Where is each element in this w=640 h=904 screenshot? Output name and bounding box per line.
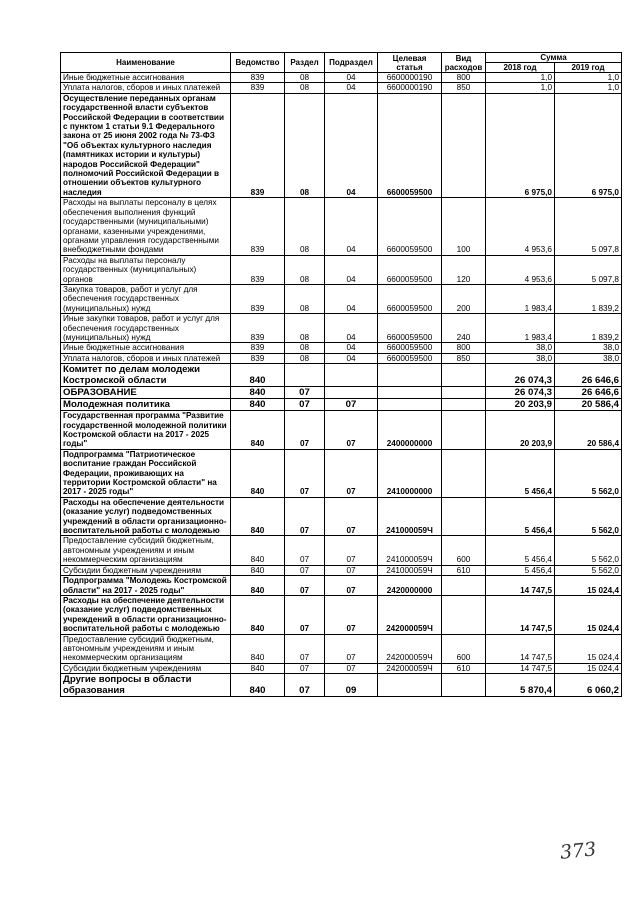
- row-vedomstvo: 839: [231, 93, 285, 197]
- row-sum-2018: 5 456,4: [486, 449, 555, 497]
- row-name: Иные бюджетные ассигнования: [61, 343, 231, 353]
- row-vedomstvo: 839: [231, 255, 285, 284]
- row-name: Подпрограмма "Молодежь Костромской области" на 2017 - 2025 годы": [61, 576, 231, 596]
- row-razdel: 08: [285, 353, 325, 363]
- table-row: [61, 83, 622, 93]
- row-target-article: 242000059Ч: [378, 634, 442, 663]
- row-podrazdel: 09: [325, 674, 378, 697]
- row-expense-type: [442, 449, 486, 497]
- row-sum-2019: 5 562,0: [555, 449, 622, 497]
- row-podrazdel: 04: [325, 343, 378, 353]
- row-razdel: 08: [285, 83, 325, 93]
- row-target-article: [378, 399, 442, 411]
- row-sum-2018: 14 747,5: [486, 634, 555, 663]
- row-sum-2018: 20 203,9: [486, 399, 555, 411]
- row-expense-type: 120: [442, 255, 486, 284]
- row-podrazdel: 07: [325, 536, 378, 565]
- row-razdel: 07: [285, 399, 325, 411]
- row-target-article: 6600059500: [378, 314, 442, 343]
- row-sum-2018: 38,0: [486, 353, 555, 363]
- row-sum-2018: 1 983,4: [486, 314, 555, 343]
- row-vedomstvo: 840: [231, 634, 285, 663]
- row-vedomstvo: 840: [231, 663, 285, 673]
- row-name: Субсидии бюджетным учреждениям: [61, 565, 231, 575]
- table-row: [61, 198, 622, 255]
- row-name: Иные бюджетные ассигнования: [61, 73, 231, 83]
- row-razdel: 07: [285, 449, 325, 497]
- row-expense-type: [442, 497, 486, 536]
- row-sum-2019: 26 646,6: [555, 387, 622, 399]
- row-target-article: 6600000190: [378, 83, 442, 93]
- table-row: [61, 353, 622, 363]
- header-target-article: Целевая статья: [378, 53, 442, 73]
- row-name: ОБРАЗОВАНИЕ: [61, 387, 231, 399]
- row-podrazdel: [325, 364, 378, 387]
- row-podrazdel: 04: [325, 93, 378, 197]
- row-sum-2019: 5 562,0: [555, 536, 622, 565]
- row-expense-type: 610: [442, 663, 486, 673]
- row-razdel: 07: [285, 497, 325, 536]
- table-row: [61, 634, 622, 663]
- row-target-article: 2400000000: [378, 411, 442, 450]
- row-sum-2018: 5 456,4: [486, 565, 555, 575]
- row-sum-2018: 14 747,5: [486, 576, 555, 596]
- row-name: Расходы на выплаты персоналу государственных (муниципальных) органов: [61, 255, 231, 284]
- row-sum-2019: 15 024,4: [555, 576, 622, 596]
- row-name: Предоставление субсидий бюджетным, автономным учреждениям и иным некоммерческим организациям: [61, 634, 231, 663]
- table-row: [61, 343, 622, 353]
- row-expense-type: 600: [442, 536, 486, 565]
- table-row: [61, 93, 622, 197]
- table-row: [61, 73, 622, 83]
- header-year-2019: 2019 год: [555, 63, 622, 73]
- row-expense-type: [442, 576, 486, 596]
- row-vedomstvo: 840: [231, 387, 285, 399]
- header-sum: Сумма: [486, 53, 622, 63]
- table-header: [61, 53, 622, 73]
- row-name: Подпрограмма "Патриотическое воспитание граждан Российской Федерации, проживающих на территории Костромской области" на 2017 - 2025 годы": [61, 449, 231, 497]
- row-sum-2019: 1,0: [555, 73, 622, 83]
- row-target-article: 241000059Ч: [378, 536, 442, 565]
- row-sum-2018: 14 747,5: [486, 663, 555, 673]
- row-vedomstvo: 840: [231, 399, 285, 411]
- row-sum-2018: 6 975,0: [486, 93, 555, 197]
- row-target-article: [378, 387, 442, 399]
- row-sum-2019: 20 586,4: [555, 399, 622, 411]
- row-podrazdel: 07: [325, 663, 378, 673]
- row-podrazdel: 07: [325, 497, 378, 536]
- row-expense-type: 240: [442, 314, 486, 343]
- row-sum-2018: 14 747,5: [486, 595, 555, 634]
- table-row: [61, 565, 622, 575]
- row-razdel: 07: [285, 411, 325, 450]
- row-sum-2018: 4 953,6: [486, 255, 555, 284]
- table-row: [61, 364, 622, 387]
- row-podrazdel: 07: [325, 634, 378, 663]
- row-expense-type: [442, 387, 486, 399]
- table-body: [61, 73, 622, 697]
- row-sum-2019: 38,0: [555, 343, 622, 353]
- row-name: Государственная программа "Развитие государственной молодежной политики Костромской области на 2017 - 2025 годы": [61, 411, 231, 450]
- row-target-article: 6600000190: [378, 73, 442, 83]
- row-name: Иные закупки товаров, работ и услуг для обеспечения государственных (муниципальных) нужд: [61, 314, 231, 343]
- row-razdel: 07: [285, 565, 325, 575]
- row-target-article: 6600059500: [378, 198, 442, 255]
- row-razdel: 07: [285, 634, 325, 663]
- row-razdel: 08: [285, 255, 325, 284]
- row-podrazdel: 04: [325, 83, 378, 93]
- row-podrazdel: 04: [325, 284, 378, 313]
- header-name: Наименование: [61, 53, 231, 73]
- row-target-article: 6600059500: [378, 353, 442, 363]
- row-razdel: 08: [285, 343, 325, 353]
- table-row: [61, 255, 622, 284]
- row-razdel: 08: [285, 73, 325, 83]
- row-sum-2019: 1 839,2: [555, 284, 622, 313]
- row-sum-2018: 20 203,9: [486, 411, 555, 450]
- row-expense-type: 200: [442, 284, 486, 313]
- row-sum-2019: 20 586,4: [555, 411, 622, 450]
- row-vedomstvo: 840: [231, 595, 285, 634]
- row-expense-type: 100: [442, 198, 486, 255]
- row-name: Расходы на выплаты персоналу в целях обеспечения выполнения функций государственными (муниципальными) органами, казенными учреждениями, органами управления государственными внебюджетными фондами: [61, 198, 231, 255]
- row-target-article: 242000059Ч: [378, 595, 442, 634]
- row-podrazdel: 07: [325, 576, 378, 596]
- row-sum-2018: 5 456,4: [486, 536, 555, 565]
- row-name: Уплата налогов, сборов и иных платежей: [61, 353, 231, 363]
- row-sum-2018: 5 870,4: [486, 674, 555, 697]
- row-expense-type: [442, 364, 486, 387]
- row-razdel: 08: [285, 314, 325, 343]
- row-vedomstvo: 840: [231, 364, 285, 387]
- row-sum-2018: 1,0: [486, 73, 555, 83]
- row-name: Другие вопросы в области образования: [61, 674, 231, 697]
- row-target-article: 241000059Ч: [378, 565, 442, 575]
- row-vedomstvo: 839: [231, 284, 285, 313]
- row-name: Уплата налогов, сборов и иных платежей: [61, 83, 231, 93]
- header-razdel: Раздел: [285, 53, 325, 73]
- handwritten-page-number: 373: [558, 838, 598, 864]
- row-name: Молодежная политика: [61, 399, 231, 411]
- row-razdel: 07: [285, 595, 325, 634]
- row-vedomstvo: 840: [231, 536, 285, 565]
- row-podrazdel: 07: [325, 595, 378, 634]
- table-row: [61, 674, 622, 697]
- row-sum-2018: 1,0: [486, 83, 555, 93]
- row-vedomstvo: 840: [231, 449, 285, 497]
- row-expense-type: [442, 93, 486, 197]
- row-expense-type: 800: [442, 73, 486, 83]
- row-sum-2018: 5 456,4: [486, 497, 555, 536]
- row-podrazdel: 07: [325, 565, 378, 575]
- row-expense-type: [442, 399, 486, 411]
- row-target-article: [378, 364, 442, 387]
- row-sum-2019: 15 024,4: [555, 634, 622, 663]
- row-target-article: 242000059Ч: [378, 663, 442, 673]
- row-vedomstvo: 839: [231, 83, 285, 93]
- row-podrazdel: 04: [325, 314, 378, 343]
- row-razdel: 08: [285, 284, 325, 313]
- row-sum-2019: 1 839,2: [555, 314, 622, 343]
- row-razdel: 08: [285, 93, 325, 197]
- row-sum-2019: 5 562,0: [555, 565, 622, 575]
- row-expense-type: [442, 411, 486, 450]
- row-name: Расходы на обеспечение деятельности (оказание услуг) подведомственных учреждений в области организационно-воспитательной работы с молодежью: [61, 497, 231, 536]
- row-podrazdel: 04: [325, 73, 378, 83]
- table-row: [61, 497, 622, 536]
- row-razdel: 07: [285, 576, 325, 596]
- header-expense-type: Вид расходов: [442, 53, 486, 73]
- row-expense-type: 800: [442, 343, 486, 353]
- row-expense-type: [442, 674, 486, 697]
- row-sum-2018: 4 953,6: [486, 198, 555, 255]
- row-vedomstvo: 839: [231, 198, 285, 255]
- table-row: [61, 449, 622, 497]
- row-razdel: 07: [285, 536, 325, 565]
- row-sum-2019: 38,0: [555, 353, 622, 363]
- row-expense-type: 600: [442, 634, 486, 663]
- header-podrazdel: Подраздел: [325, 53, 378, 73]
- row-podrazdel: 07: [325, 411, 378, 450]
- row-expense-type: 610: [442, 565, 486, 575]
- table-row: [61, 387, 622, 399]
- row-name: Расходы на обеспечение деятельности (оказание услуг) подведомственных учреждений в области организационно-воспитательной работы с молодежью: [61, 595, 231, 634]
- row-razdel: 07: [285, 663, 325, 673]
- row-sum-2018: 1 983,4: [486, 284, 555, 313]
- row-target-article: 6600059500: [378, 255, 442, 284]
- row-vedomstvo: 840: [231, 674, 285, 697]
- row-expense-type: [442, 595, 486, 634]
- row-sum-2019: 6 975,0: [555, 93, 622, 197]
- table-row: [61, 595, 622, 634]
- row-target-article: 2420000000: [378, 576, 442, 596]
- row-podrazdel: [325, 387, 378, 399]
- table-row: [61, 284, 622, 313]
- row-sum-2019: 15 024,4: [555, 595, 622, 634]
- row-vedomstvo: 839: [231, 73, 285, 83]
- row-podrazdel: 04: [325, 353, 378, 363]
- row-name: Осуществление переданных органам государственной власти субъектов Российской Федерации в соответствии с пунктом 1 статьи 9.1 Федерального закона от 25 июня 2002 года № 73-ФЗ "Об объектах культурного наследия (памятниках истории и культуры) народов Российской Федерации" полномочий Российской Федерации в отношении объектов культурного наследия: [61, 93, 231, 197]
- row-sum-2019: 1,0: [555, 83, 622, 93]
- row-razdel: 08: [285, 198, 325, 255]
- row-sum-2019: 5 097,8: [555, 198, 622, 255]
- row-target-article: 6600059500: [378, 284, 442, 313]
- row-razdel: 07: [285, 674, 325, 697]
- row-vedomstvo: 840: [231, 565, 285, 575]
- row-sum-2018: 26 074,3: [486, 364, 555, 387]
- table-row: [61, 314, 622, 343]
- row-name: Закупка товаров, работ и услуг для обеспечения государственных (муниципальных) нужд: [61, 284, 231, 313]
- budget-table: [60, 52, 622, 697]
- row-razdel: 07: [285, 387, 325, 399]
- row-name: Субсидии бюджетным учреждениям: [61, 663, 231, 673]
- row-razdel: [285, 364, 325, 387]
- row-podrazdel: 07: [325, 399, 378, 411]
- row-sum-2018: 26 074,3: [486, 387, 555, 399]
- table-row: [61, 399, 622, 411]
- row-vedomstvo: 840: [231, 576, 285, 596]
- row-sum-2019: 6 060,2: [555, 674, 622, 697]
- row-vedomstvo: 839: [231, 343, 285, 353]
- row-expense-type: 850: [442, 83, 486, 93]
- row-expense-type: 850: [442, 353, 486, 363]
- row-target-article: 2410000000: [378, 449, 442, 497]
- row-target-article: 6600059500: [378, 93, 442, 197]
- row-vedomstvo: 840: [231, 497, 285, 536]
- row-target-article: 241000059Ч: [378, 497, 442, 536]
- row-target-article: 6600059500: [378, 343, 442, 353]
- table-row: [61, 536, 622, 565]
- row-podrazdel: 07: [325, 449, 378, 497]
- row-name: Предоставление субсидий бюджетным, автономным учреждениям и иным некоммерческим организациям: [61, 536, 231, 565]
- row-vedomstvo: 839: [231, 353, 285, 363]
- row-sum-2019: 15 024,4: [555, 663, 622, 673]
- row-name: Комитет по делам молодежи Костромской области: [61, 364, 231, 387]
- table-row: [61, 411, 622, 450]
- header-vedomstvo: Ведомство: [231, 53, 285, 73]
- table-row: [61, 576, 622, 596]
- header-year-2018: 2018 год: [486, 63, 555, 73]
- row-sum-2019: 5 097,8: [555, 255, 622, 284]
- row-vedomstvo: 839: [231, 314, 285, 343]
- row-vedomstvo: 840: [231, 411, 285, 450]
- row-podrazdel: 04: [325, 198, 378, 255]
- row-sum-2018: 38,0: [486, 343, 555, 353]
- row-sum-2019: 26 646,6: [555, 364, 622, 387]
- row-podrazdel: 04: [325, 255, 378, 284]
- row-target-article: [378, 674, 442, 697]
- table-row: [61, 663, 622, 673]
- row-sum-2019: 5 562,0: [555, 497, 622, 536]
